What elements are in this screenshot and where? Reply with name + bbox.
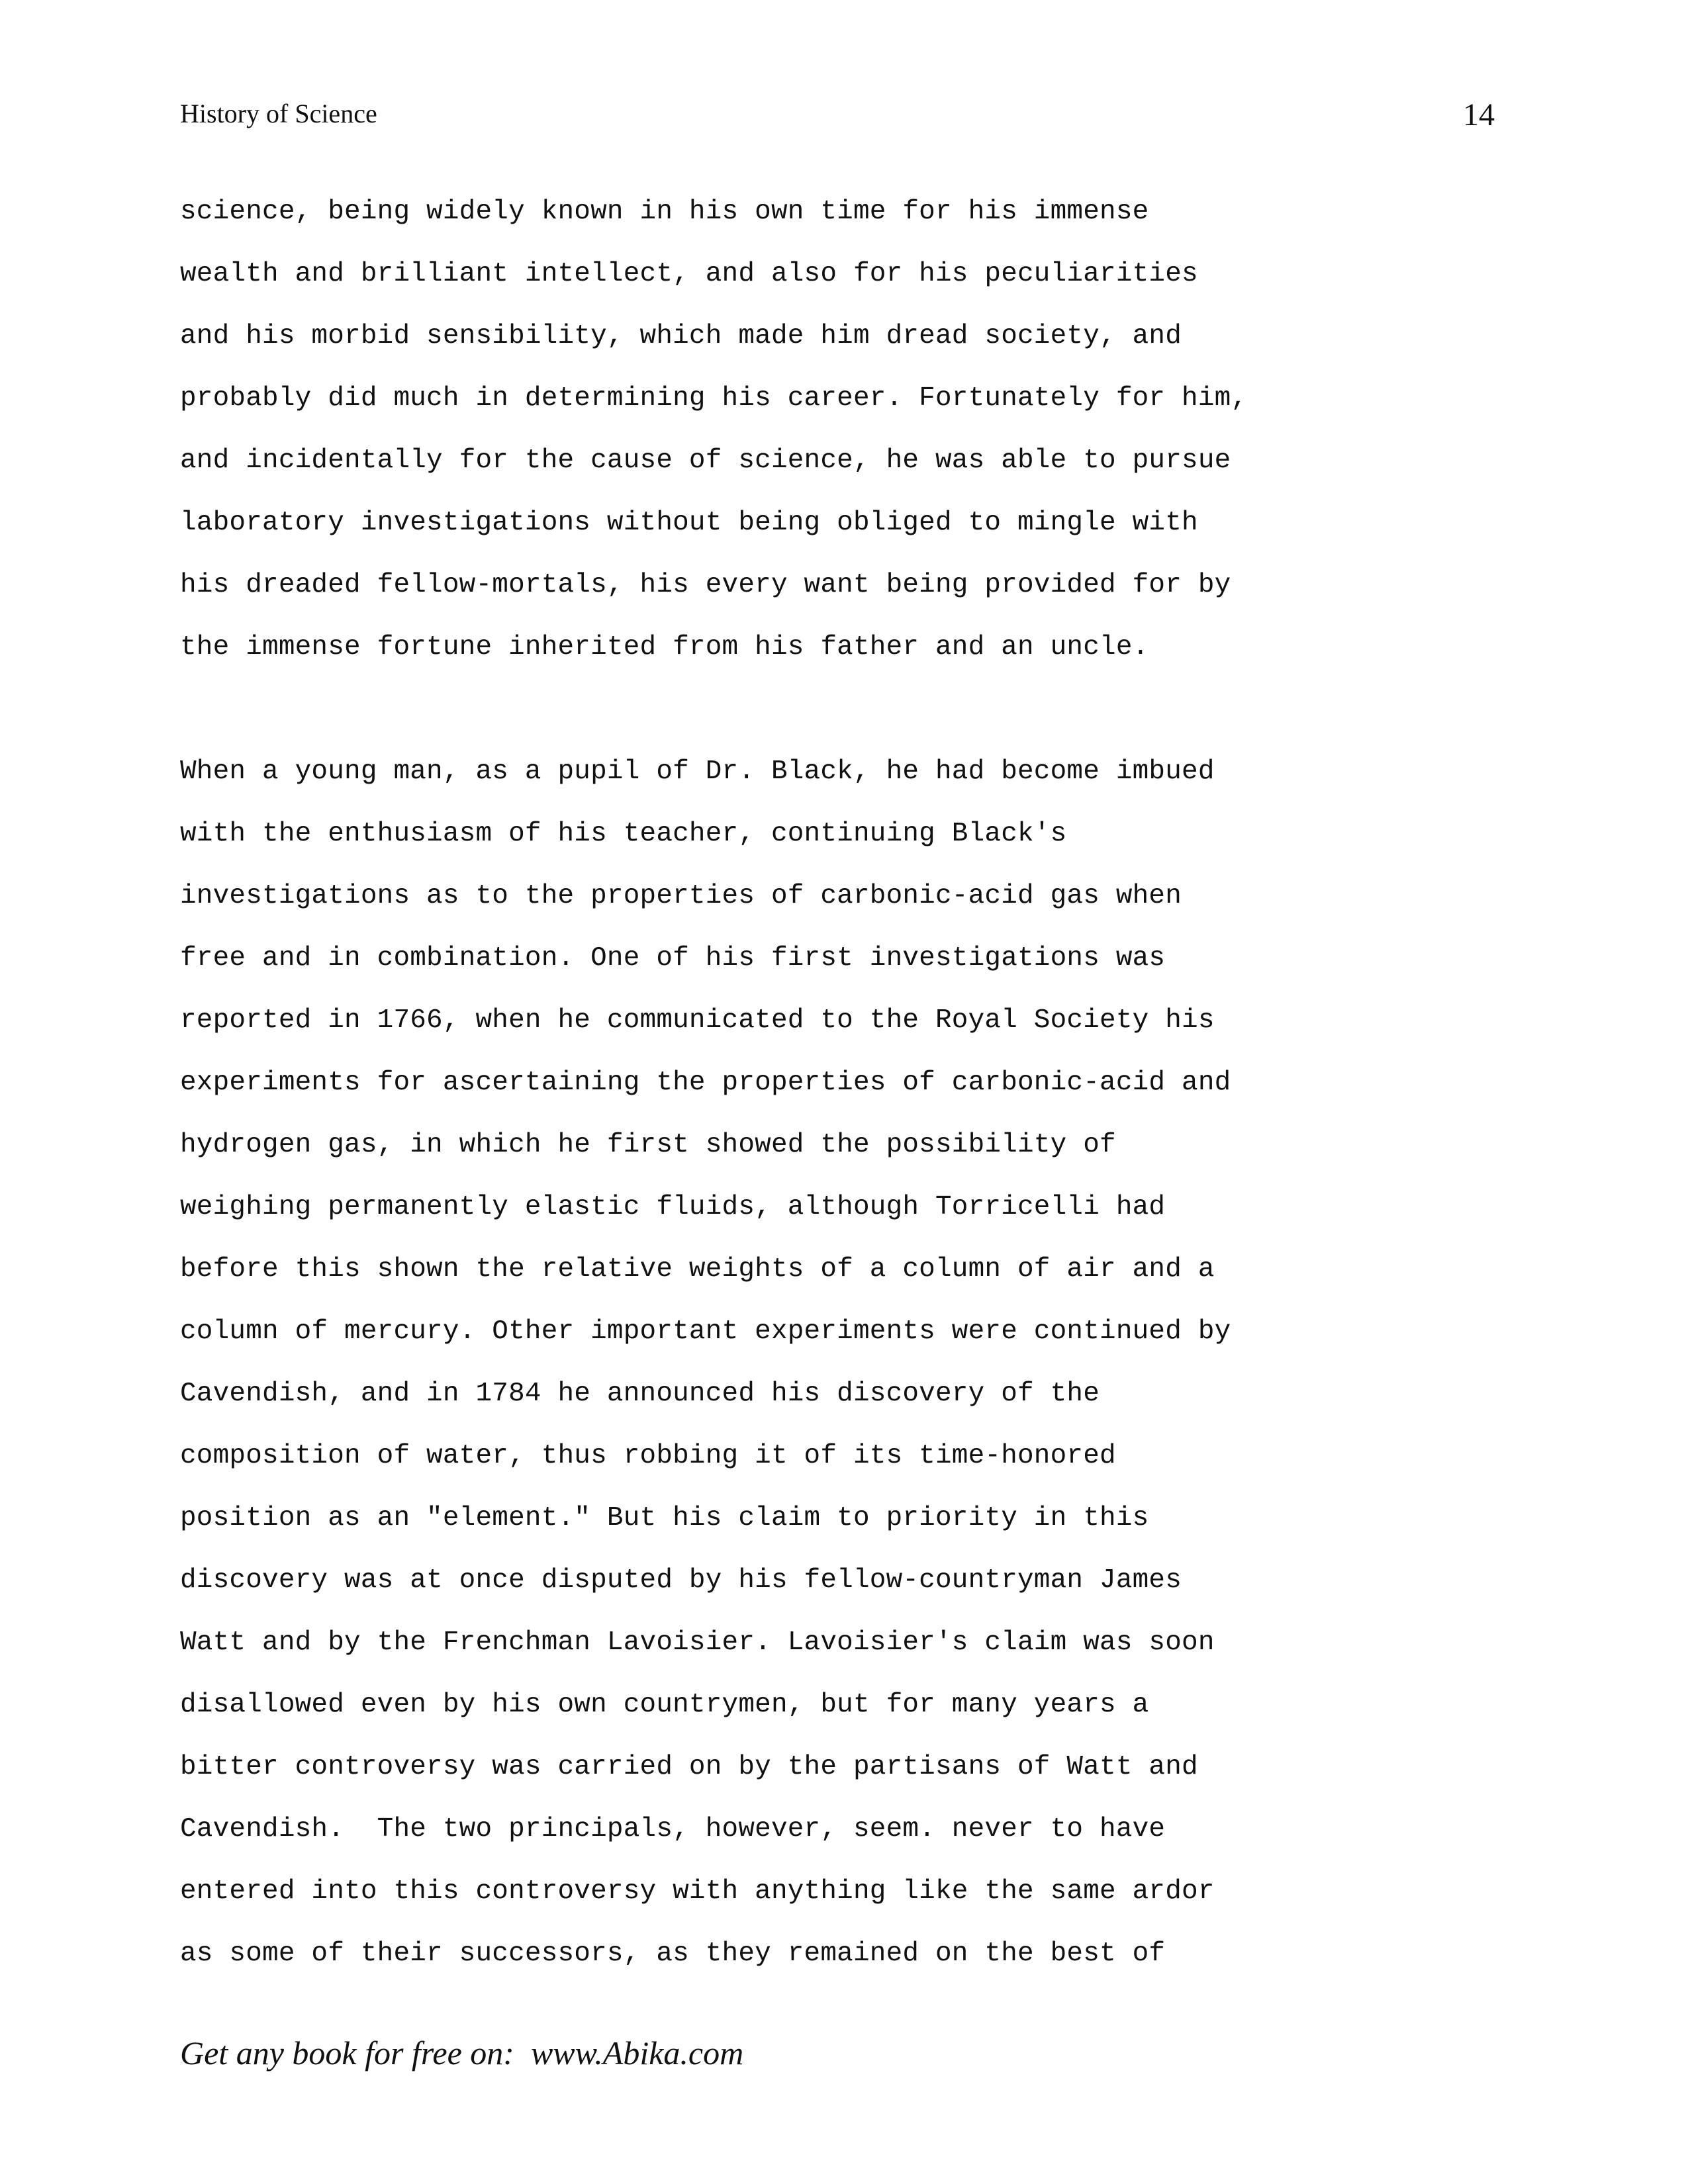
running-title: History of Science [180, 99, 377, 128]
text-line: science, being widely known in his own time for his immense [180, 197, 1149, 227]
text-line: hydrogen gas, in which he first showed the possibility of [180, 1130, 1116, 1160]
text-line: before this shown the relative weights of a column of air and a [180, 1254, 1215, 1285]
text-line: Cavendish, and in 1784 he announced his discovery of the [180, 1379, 1100, 1409]
text-line: as some of their successors, as they remained on the best of [180, 1938, 1166, 1969]
text-line: column of mercury. Other important experiments were continued by [180, 1316, 1231, 1347]
text-line: the immense fortune inherited from his father and an uncle. [180, 632, 1149, 662]
text-line: Cavendish. The two principals, however, seem. never to have [180, 1814, 1166, 1844]
text-line: and incidentally for the cause of science, he was able to pursue [180, 445, 1231, 476]
footer-promo: Get any book for free on: www.Abika.com [180, 2034, 744, 2071]
text-line: reported in 1766, when he communicated to the Royal Society his [180, 1005, 1215, 1036]
text-line: composition of water, thus robbing it of its time-honored [180, 1441, 1116, 1471]
text-line: with the enthusiasm of his teacher, continuing Black's [180, 819, 1067, 849]
text-line: disallowed even by his own countrymen, but for many years a [180, 1690, 1149, 1720]
text-line: weighing permanently elastic fluids, although Torricelli had [180, 1192, 1166, 1222]
text-line: his dreaded fellow-mortals, his every want being provided for by [180, 570, 1231, 600]
paragraph-2 [180, 752, 1231, 1996]
text-line: probably did much in determining his career. Fortunately for him, [180, 383, 1248, 414]
text-line: free and in combination. One of his first investigations was [180, 943, 1166, 974]
text-line: bitter controversy was carried on by the partisans of Watt and [180, 1752, 1198, 1782]
text-line: and his morbid sensibility, which made him dread society, and [180, 321, 1182, 351]
text-line: When a young man, as a pupil of Dr. Black, he had become imbued [180, 756, 1215, 787]
text-line: entered into this controversy with anything like the same ardor [180, 1876, 1215, 1907]
text-line: experiments for ascertaining the properties of carbonic-acid and [180, 1068, 1231, 1098]
text-line: wealth and brilliant intellect, and also for his peculiarities [180, 259, 1198, 289]
text-line: investigations as to the properties of carbonic-acid gas when [180, 881, 1182, 911]
text-line: Watt and by the Frenchman Lavoisier. Lavoisier's claim was soon [180, 1627, 1215, 1658]
text-line: laboratory investigations without being obliged to mingle with [180, 508, 1198, 538]
text-line: discovery was at once disputed by his fellow-countryman James [180, 1565, 1182, 1596]
page-number: 14 [1463, 97, 1495, 132]
text-line: position as an "element." But his claim to priority in this [180, 1503, 1149, 1533]
paragraph-1 [180, 192, 1247, 690]
